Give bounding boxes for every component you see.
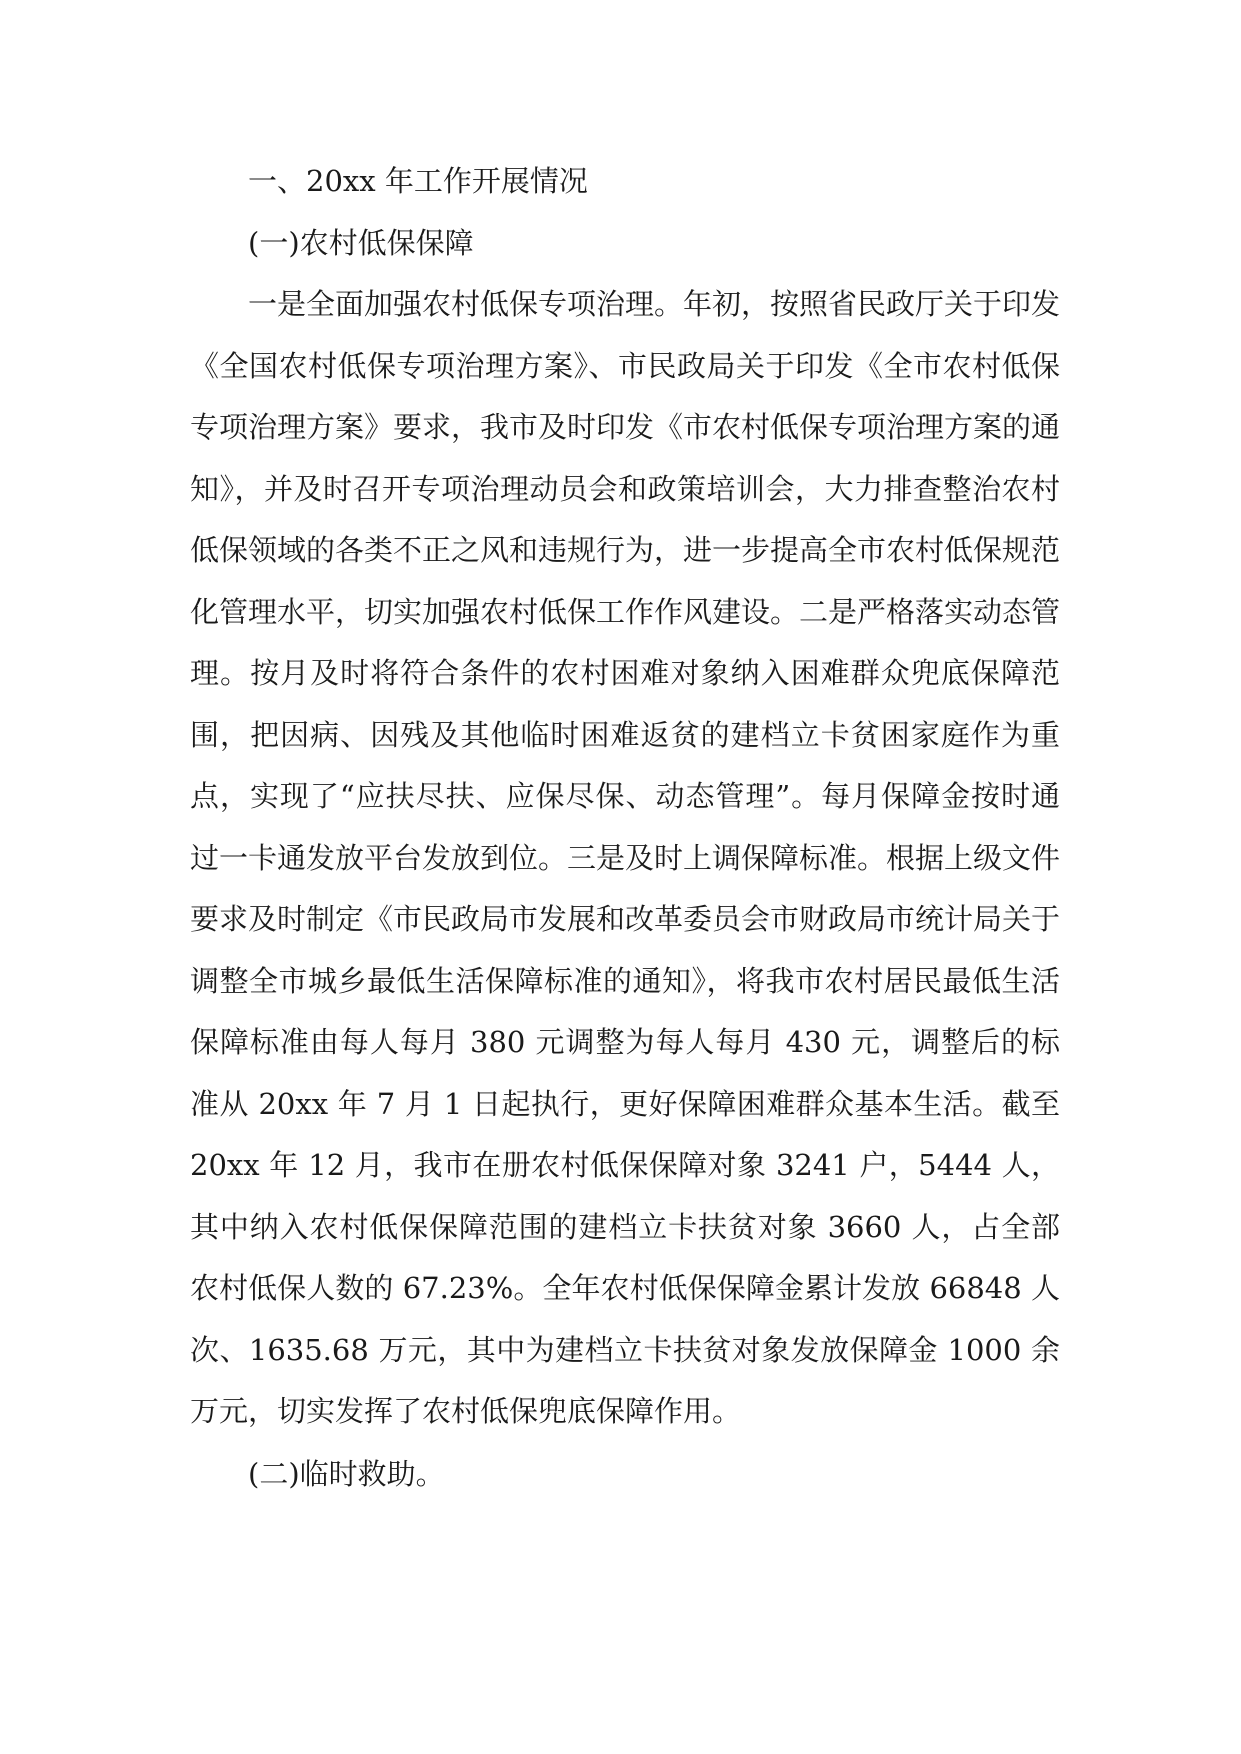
- subsection-title-rural-subsistence: (一)农村低保保障: [248, 226, 474, 260]
- section-title: 一、20xx 年工作开展情况: [248, 164, 588, 198]
- document-body: [190, 150, 1060, 1505]
- subsection-title-temporary-assistance: (二)临时救助。: [248, 1456, 445, 1491]
- paragraph-rural-subsistence: 一是全面加强农村低保专项治理。年初，按照省民政厅关于印发《全国农村低保专项治理方案》、市民政局关于印发《全市农村低保专项治理方案》要求，我市及时印发《市农村低保专项治理方案的通知》，并及时召开专项治理动员会和政策培训会，大力排查整治农村低保领域的各类不正之风和违规行为，进一步提高全市农村低保规范化管理水平，切实加强农村低保工作作风建设。二是严格落实动态管理。按月及时将符合条件的农村困难对象纳入困难群众兜底保障范围，把因病、因残及其他临时困难返贫的建档立卡贫困家庭作为重点，实现了“应扶尽扶、应保尽保、动态管理”。每月保障金按时通过一卡通发放平台发放到位。三是及时上调保障标准。根据上级文件要求及时制定《市民政局市发展和改革委员会市财政局市统计局关于调整全市城乡最低生活保障标准的通知》，将我市农村居民最低生活保障标准由每人每月 380 元调整为每人每月 430 元，调整后的标准从 20xx 年 7 月 1 日起执行，更好保障困难群众基本生活。截至 20xx 年 12 月，我市在册农村低保保障对象 3241 户，5444 人，其中纳入农村低保保障范围的建档立卡扶贫对象 3660 人，占全部农村低保人数的 67.23%。全年农村低保保障金累计发放 66848 人次、1635.68 万元，其中为建档立卡扶贫对象发放保障金 1000 余万元，切实发挥了农村低保兜底保障作用。: [190, 287, 1061, 1428]
